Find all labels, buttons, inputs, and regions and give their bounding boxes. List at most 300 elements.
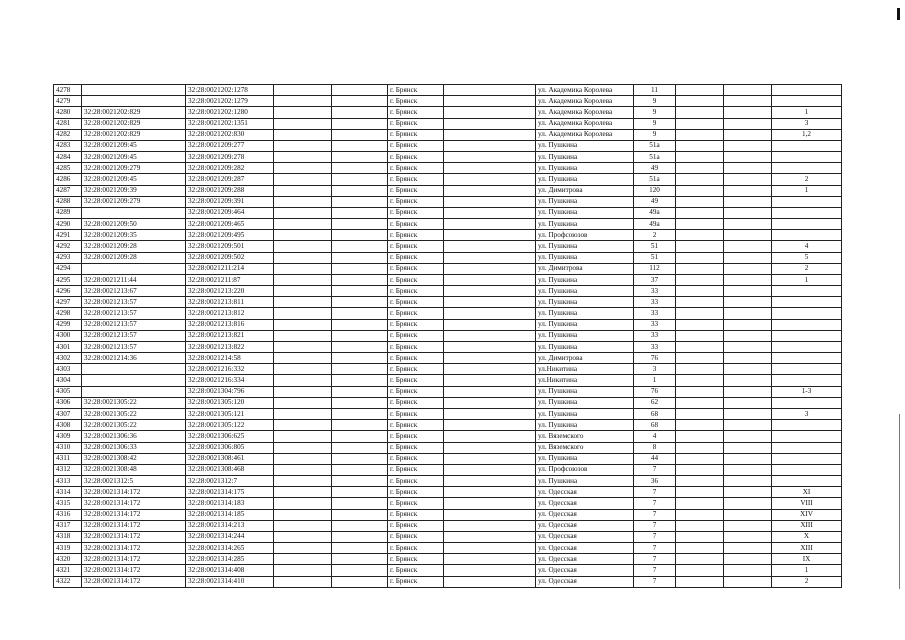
object-cadastral-number-cell: 32:28:0021305:121 [186, 408, 274, 419]
empty-cell-c [444, 196, 536, 207]
object-cadastral-number-cell: 32:28:0021209:288 [186, 185, 274, 196]
empty-cell-b [332, 230, 388, 241]
empty-cell-e [724, 509, 772, 520]
house-number-cell: 7 [634, 520, 676, 531]
empty-cell-a [274, 543, 332, 554]
record-number-cell: 4316 [54, 509, 82, 520]
record-number-cell: 4318 [54, 531, 82, 542]
table-row [54, 252, 842, 263]
object-cadastral-number-cell: 32:28:0021314:410 [186, 576, 274, 587]
empty-cell-b [332, 408, 388, 419]
record-number-cell: 4311 [54, 453, 82, 464]
city-cell: г. Брянск [388, 364, 444, 375]
object-cadastral-number-cell: 32:28:0021209:277 [186, 140, 274, 151]
table-row [54, 96, 842, 107]
street-cell: ул. Пушкина [536, 286, 634, 297]
empty-cell-e [724, 129, 772, 140]
empty-cell-a [274, 207, 332, 218]
object-cadastral-number-cell: 32:28:0021306:625 [186, 431, 274, 442]
city-cell: г. Брянск [388, 219, 444, 230]
table-row [54, 163, 842, 174]
city-cell: г. Брянск [388, 386, 444, 397]
street-cell: ул. Пушкина [536, 330, 634, 341]
city-cell: г. Брянск [388, 129, 444, 140]
empty-cell-c [444, 140, 536, 151]
object-cadastral-number-cell: 32:28:0021305:122 [186, 420, 274, 431]
empty-cell-d [676, 174, 724, 185]
record-number-cell: 4292 [54, 241, 82, 252]
table-row [54, 464, 842, 475]
record-number-cell: 4315 [54, 498, 82, 509]
table-row [54, 241, 842, 252]
empty-cell-c [444, 185, 536, 196]
empty-cell-c [444, 442, 536, 453]
table-row [54, 554, 842, 565]
house-number-cell: 11 [634, 85, 676, 96]
street-cell: ул.Никитина [536, 364, 634, 375]
empty-cell-d [676, 397, 724, 408]
apartment-cell: 5 [772, 252, 842, 263]
city-cell: г. Брянск [388, 375, 444, 386]
empty-cell-c [444, 397, 536, 408]
empty-cell-e [724, 341, 772, 352]
table-row [54, 207, 842, 218]
land-cadastral-number-cell: 32:28:0021213:57 [82, 308, 186, 319]
land-cadastral-number-cell: 32:28:0021213:57 [82, 319, 186, 330]
empty-cell-a [274, 297, 332, 308]
house-number-cell: 68 [634, 420, 676, 431]
house-number-cell: 51 [634, 241, 676, 252]
land-cadastral-number-cell: 32:28:0021214:36 [82, 353, 186, 364]
empty-cell-a [274, 353, 332, 364]
empty-cell-b [332, 397, 388, 408]
empty-cell-c [444, 330, 536, 341]
empty-cell-d [676, 386, 724, 397]
street-cell: ул. Академика Королева [536, 96, 634, 107]
object-cadastral-number-cell: 32:28:0021213:220 [186, 286, 274, 297]
empty-cell-a [274, 364, 332, 375]
empty-cell-a [274, 219, 332, 230]
empty-cell-b [332, 286, 388, 297]
table-row [54, 531, 842, 542]
empty-cell-e [724, 431, 772, 442]
record-number-cell: 4297 [54, 297, 82, 308]
table-row [54, 185, 842, 196]
city-cell: г. Брянск [388, 431, 444, 442]
record-number-cell: 4304 [54, 375, 82, 386]
object-cadastral-number-cell: 32:28:0021202:1351 [186, 118, 274, 129]
city-cell: г. Брянск [388, 207, 444, 218]
house-number-cell: 51 [634, 252, 676, 263]
empty-cell-c [444, 341, 536, 352]
land-cadastral-number-cell: 32:28:0021308:48 [82, 464, 186, 475]
house-number-cell: 7 [634, 487, 676, 498]
empty-cell-e [724, 241, 772, 252]
registry-body [54, 85, 842, 588]
table-row [54, 308, 842, 319]
house-number-cell: 62 [634, 397, 676, 408]
table-row [54, 353, 842, 364]
empty-cell-b [332, 531, 388, 542]
land-cadastral-number-cell: 32:28:0021314:172 [82, 531, 186, 542]
land-cadastral-number-cell: 32:28:0021314:172 [82, 487, 186, 498]
record-number-cell: 4312 [54, 464, 82, 475]
empty-cell-c [444, 531, 536, 542]
street-cell: ул. Академика Королева [536, 129, 634, 140]
city-cell: г. Брянск [388, 196, 444, 207]
table-row [54, 543, 842, 554]
empty-cell-d [676, 118, 724, 129]
object-cadastral-number-cell: 32:28:0021214:58 [186, 353, 274, 364]
object-cadastral-number-cell: 32:28:0021209:287 [186, 174, 274, 185]
empty-cell-d [676, 420, 724, 431]
city-cell: г. Брянск [388, 174, 444, 185]
empty-cell-c [444, 375, 536, 386]
record-number-cell: 4294 [54, 263, 82, 274]
empty-cell-b [332, 174, 388, 185]
land-cadastral-number-cell: 32:28:0021314:172 [82, 576, 186, 587]
empty-cell-e [724, 498, 772, 509]
empty-cell-d [676, 576, 724, 587]
table-row [54, 576, 842, 587]
apartment-cell: 2 [772, 263, 842, 274]
empty-cell-a [274, 431, 332, 442]
house-number-cell: 37 [634, 274, 676, 285]
empty-cell-c [444, 353, 536, 364]
empty-cell-a [274, 118, 332, 129]
table-row [54, 397, 842, 408]
record-number-cell: 4290 [54, 219, 82, 230]
empty-cell-e [724, 163, 772, 174]
empty-cell-d [676, 431, 724, 442]
empty-cell-d [676, 330, 724, 341]
street-cell: ул. Одесская [536, 498, 634, 509]
apartment-cell: VIII [772, 498, 842, 509]
empty-cell-c [444, 487, 536, 498]
house-number-cell: 3 [634, 364, 676, 375]
empty-cell-e [724, 297, 772, 308]
table-row [54, 297, 842, 308]
empty-cell-e [724, 252, 772, 263]
empty-cell-e [724, 185, 772, 196]
object-cadastral-number-cell: 32:28:0021211:214 [186, 263, 274, 274]
street-cell: ул. Одесская [536, 487, 634, 498]
object-cadastral-number-cell: 32:28:0021213:811 [186, 297, 274, 308]
street-cell: ул. Пушкина [536, 163, 634, 174]
street-cell: ул. Пушкина [536, 241, 634, 252]
empty-cell-b [332, 96, 388, 107]
table-row [54, 219, 842, 230]
table-row [54, 319, 842, 330]
table-row [54, 386, 842, 397]
city-cell: г. Брянск [388, 554, 444, 565]
empty-cell-a [274, 330, 332, 341]
land-cadastral-number-cell: 32:28:0021202:829 [82, 118, 186, 129]
empty-cell-d [676, 520, 724, 531]
empty-cell-d [676, 487, 724, 498]
empty-cell-d [676, 565, 724, 576]
table-row [54, 375, 842, 386]
empty-cell-a [274, 308, 332, 319]
empty-cell-d [676, 364, 724, 375]
city-cell: г. Брянск [388, 341, 444, 352]
empty-cell-c [444, 565, 536, 576]
record-number-cell: 4284 [54, 152, 82, 163]
land-cadastral-number-cell [82, 375, 186, 386]
object-cadastral-number-cell: 32:28:0021314:285 [186, 554, 274, 565]
apartment-cell: 1 [772, 185, 842, 196]
city-cell: г. Брянск [388, 543, 444, 554]
empty-cell-b [332, 85, 388, 96]
land-cadastral-number-cell [82, 386, 186, 397]
empty-cell-d [676, 196, 724, 207]
empty-cell-a [274, 129, 332, 140]
empty-cell-b [332, 476, 388, 487]
empty-cell-e [724, 386, 772, 397]
street-cell: ул. Академика Королева [536, 85, 634, 96]
empty-cell-e [724, 85, 772, 96]
object-cadastral-number-cell: 32:28:0021314:175 [186, 487, 274, 498]
city-cell: г. Брянск [388, 565, 444, 576]
empty-cell-c [444, 241, 536, 252]
street-cell: ул. Пушкина [536, 341, 634, 352]
record-number-cell: 4278 [54, 85, 82, 96]
street-cell: ул. Пушкина [536, 453, 634, 464]
house-number-cell: 120 [634, 185, 676, 196]
record-number-cell: 4321 [54, 565, 82, 576]
house-number-cell: 33 [634, 330, 676, 341]
empty-cell-b [332, 129, 388, 140]
house-number-cell: 49а [634, 207, 676, 218]
empty-cell-b [332, 152, 388, 163]
table-row [54, 509, 842, 520]
empty-cell-c [444, 431, 536, 442]
empty-cell-a [274, 453, 332, 464]
city-cell: г. Брянск [388, 442, 444, 453]
street-cell: ул. Пушкина [536, 252, 634, 263]
empty-cell-a [274, 408, 332, 419]
empty-cell-b [332, 163, 388, 174]
record-number-cell: 4282 [54, 129, 82, 140]
apartment-cell [772, 364, 842, 375]
street-cell: ул. Одесская [536, 520, 634, 531]
object-cadastral-number-cell: 32:28:0021213:822 [186, 341, 274, 352]
land-cadastral-number-cell: 32:28:0021209:28 [82, 241, 186, 252]
empty-cell-d [676, 219, 724, 230]
record-number-cell: 4293 [54, 252, 82, 263]
street-cell: ул. Одесская [536, 576, 634, 587]
empty-cell-e [724, 476, 772, 487]
record-number-cell: 4288 [54, 196, 82, 207]
empty-cell-c [444, 252, 536, 263]
record-number-cell: 4285 [54, 163, 82, 174]
house-number-cell: 51а [634, 174, 676, 185]
street-cell: ул. Димитрова [536, 263, 634, 274]
empty-cell-a [274, 576, 332, 587]
house-number-cell: 33 [634, 297, 676, 308]
empty-cell-a [274, 319, 332, 330]
table-row [54, 565, 842, 576]
empty-cell-a [274, 252, 332, 263]
table-row [54, 476, 842, 487]
empty-cell-d [676, 375, 724, 386]
empty-cell-b [332, 420, 388, 431]
house-number-cell: 9 [634, 107, 676, 118]
record-number-cell: 4289 [54, 207, 82, 218]
land-cadastral-number-cell: 32:28:0021213:57 [82, 297, 186, 308]
city-cell: г. Брянск [388, 163, 444, 174]
apartment-cell: XIV [772, 509, 842, 520]
apartment-cell [772, 219, 842, 230]
empty-cell-a [274, 230, 332, 241]
house-number-cell: 49а [634, 219, 676, 230]
apartment-cell [772, 319, 842, 330]
table-row [54, 420, 842, 431]
table-row [54, 431, 842, 442]
empty-cell-a [274, 487, 332, 498]
land-cadastral-number-cell: 32:28:0021211:44 [82, 274, 186, 285]
scan-edge-mark [897, 8, 900, 20]
empty-cell-e [724, 520, 772, 531]
record-number-cell: 4296 [54, 286, 82, 297]
city-cell: г. Брянск [388, 397, 444, 408]
empty-cell-b [332, 375, 388, 386]
apartment-cell [772, 207, 842, 218]
empty-cell-c [444, 554, 536, 565]
empty-cell-e [724, 375, 772, 386]
empty-cell-d [676, 185, 724, 196]
empty-cell-d [676, 286, 724, 297]
apartment-cell [772, 308, 842, 319]
land-cadastral-number-cell [82, 96, 186, 107]
land-cadastral-number-cell: 32:28:0021314:172 [82, 554, 186, 565]
object-cadastral-number-cell: 32:28:0021314:244 [186, 531, 274, 542]
record-number-cell: 4280 [54, 107, 82, 118]
empty-cell-c [444, 263, 536, 274]
empty-cell-d [676, 531, 724, 542]
empty-cell-e [724, 543, 772, 554]
empty-cell-b [332, 118, 388, 129]
empty-cell-c [444, 464, 536, 475]
house-number-cell: 7 [634, 498, 676, 509]
object-cadastral-number-cell: 32:28:0021213:812 [186, 308, 274, 319]
city-cell: г. Брянск [388, 230, 444, 241]
empty-cell-d [676, 308, 724, 319]
empty-cell-b [332, 297, 388, 308]
empty-cell-e [724, 364, 772, 375]
empty-cell-a [274, 442, 332, 453]
empty-cell-b [332, 386, 388, 397]
empty-cell-c [444, 152, 536, 163]
empty-cell-d [676, 129, 724, 140]
empty-cell-b [332, 509, 388, 520]
empty-cell-e [724, 554, 772, 565]
table-row [54, 520, 842, 531]
record-number-cell: 4286 [54, 174, 82, 185]
object-cadastral-number-cell: 32:28:0021209:464 [186, 207, 274, 218]
empty-cell-a [274, 196, 332, 207]
object-cadastral-number-cell: 32:28:0021314:213 [186, 520, 274, 531]
object-cadastral-number-cell: 32:28:0021216:334 [186, 375, 274, 386]
empty-cell-b [332, 442, 388, 453]
empty-cell-b [332, 353, 388, 364]
table-row [54, 107, 842, 118]
table-row [54, 85, 842, 96]
empty-cell-b [332, 576, 388, 587]
object-cadastral-number-cell: 32:28:0021209:278 [186, 152, 274, 163]
empty-cell-e [724, 174, 772, 185]
land-cadastral-number-cell: 32:28:0021308:42 [82, 453, 186, 464]
object-cadastral-number-cell: 32:28:0021202:830 [186, 129, 274, 140]
object-cadastral-number-cell: 32:28:0021202:1279 [186, 96, 274, 107]
empty-cell-d [676, 554, 724, 565]
land-cadastral-number-cell: 32:28:0021209:45 [82, 174, 186, 185]
empty-cell-b [332, 498, 388, 509]
empty-cell-a [274, 520, 332, 531]
apartment-cell [772, 297, 842, 308]
table-row [54, 442, 842, 453]
empty-cell-a [274, 152, 332, 163]
empty-cell-a [274, 286, 332, 297]
object-cadastral-number-cell: 32:28:0021209:391 [186, 196, 274, 207]
street-cell: ул. Одесская [536, 565, 634, 576]
city-cell: г. Брянск [388, 531, 444, 542]
empty-cell-b [332, 241, 388, 252]
city-cell: г. Брянск [388, 453, 444, 464]
empty-cell-c [444, 129, 536, 140]
table-row [54, 487, 842, 498]
empty-cell-c [444, 453, 536, 464]
record-number-cell: 4300 [54, 330, 82, 341]
street-cell: ул. Одесская [536, 509, 634, 520]
apartment-cell: XI [772, 487, 842, 498]
city-cell: г. Брянск [388, 408, 444, 419]
empty-cell-e [724, 453, 772, 464]
empty-cell-e [724, 576, 772, 587]
house-number-cell: 7 [634, 464, 676, 475]
city-cell: г. Брянск [388, 476, 444, 487]
object-cadastral-number-cell: 32:28:0021304:796 [186, 386, 274, 397]
empty-cell-e [724, 308, 772, 319]
city-cell: г. Брянск [388, 185, 444, 196]
apartment-cell [772, 420, 842, 431]
record-number-cell: 4302 [54, 353, 82, 364]
apartment-cell [772, 286, 842, 297]
land-cadastral-number-cell: 32:28:0021314:172 [82, 520, 186, 531]
empty-cell-e [724, 420, 772, 431]
empty-cell-e [724, 118, 772, 129]
apartment-cell: 2 [772, 576, 842, 587]
table-row [54, 286, 842, 297]
empty-cell-c [444, 118, 536, 129]
city-cell: г. Брянск [388, 487, 444, 498]
street-cell: ул. Вяземского [536, 442, 634, 453]
empty-cell-e [724, 263, 772, 274]
land-cadastral-number-cell: 32:28:0021305:22 [82, 408, 186, 419]
empty-cell-d [676, 408, 724, 419]
empty-cell-a [274, 341, 332, 352]
empty-cell-b [332, 207, 388, 218]
object-cadastral-number-cell: 32:28:0021209:282 [186, 163, 274, 174]
table-row [54, 453, 842, 464]
empty-cell-b [332, 364, 388, 375]
empty-cell-b [332, 252, 388, 263]
empty-cell-e [724, 464, 772, 475]
apartment-cell [772, 464, 842, 475]
empty-cell-e [724, 487, 772, 498]
empty-cell-a [274, 554, 332, 565]
apartment-cell [772, 442, 842, 453]
